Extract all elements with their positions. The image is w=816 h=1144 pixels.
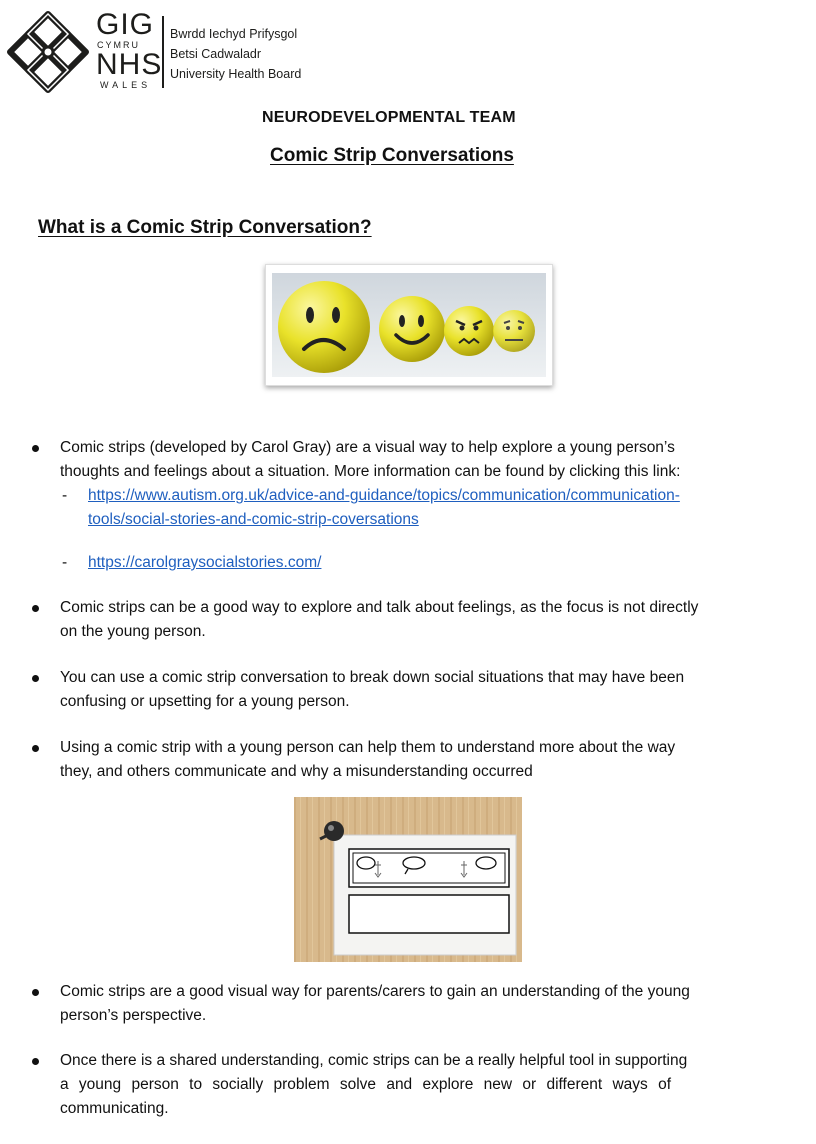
dash-marker: - [62,554,68,571]
document-title: Comic Strip Conversations [270,145,514,166]
logo-nhs-text: NHS [96,48,163,81]
link-line[interactable]: https://www.autism.org.uk/advice-and-guidance/topics/communication/communication- [88,487,680,504]
section-heading: What is a Comic Strip Conversation? [38,217,372,238]
bullet-text [60,980,814,1028]
logo-gig-text: GIG [96,8,155,41]
dash-marker: - [62,487,68,504]
bullet-text [60,736,814,784]
emoji-faces-image [265,264,553,386]
bullet-text [60,1049,814,1121]
logo-divider [162,16,164,88]
text-line: You can use a comic strip conversation to break down social situations that may have been [60,669,685,686]
link-line[interactable]: tools/social-stories-and-comic-strip-coversations [88,511,419,528]
health-board-line: Betsi Cadwaladr [170,47,262,61]
health-board-line: Bwrdd Iechyd Prifysgol [170,27,298,41]
bullet-point-icon [32,675,39,682]
bullet-point-icon [32,445,39,452]
health-board-name [170,24,301,84]
health-board-line: University Health Board [170,67,302,81]
celtic-knot-logo-icon [6,10,90,94]
comic-strip-image [294,797,522,962]
bullet-point-icon [32,1058,39,1065]
team-title: NEURODEVELOPMENTAL TEAM [262,109,516,126]
bullet-text [60,666,814,714]
text-line: Once there is a shared understanding, comic strips can be a really helpful tool in supporting [60,1052,688,1069]
text-line: Using a comic strip with a young person can help them to understand more about the way [60,739,676,756]
bullet-text [60,596,814,644]
bullet-point-icon [32,745,39,752]
logo-cymru-text: CYMRU [97,40,140,50]
text-line: they, and others communicate and why a misunderstanding occurred [60,763,533,780]
text-line: thoughts and feelings about a situation. More information can be found by clicking this link: [60,463,681,480]
text-line: Comic strips (developed by Carol Gray) are a visual way to help explore a young person’s [60,439,675,456]
text-line: communicating. [60,1100,169,1117]
bullet-point-icon [32,989,39,996]
bullet-text [60,436,814,484]
text-line: person’s perspective. [60,1007,207,1024]
text-line: confusing or upsetting for a young person. [60,693,350,710]
text-line: Comic strips can be a good way to explore and talk about feelings, as the focus is not directly [60,599,699,616]
logo-wales-text: WALES [100,80,152,90]
text-line: Comic strips are a good visual way for parents/carers to gain an understanding of the young [60,983,690,1000]
carol-gray-link[interactable]: https://carolgraysocialstories.com/ [88,554,322,571]
text-line: on the young person. [60,623,206,640]
text-line: a young person to socially problem solve and explore new or different ways of [60,1076,672,1093]
autism-org-link[interactable] [88,484,808,532]
bullet-point-icon [32,605,39,612]
